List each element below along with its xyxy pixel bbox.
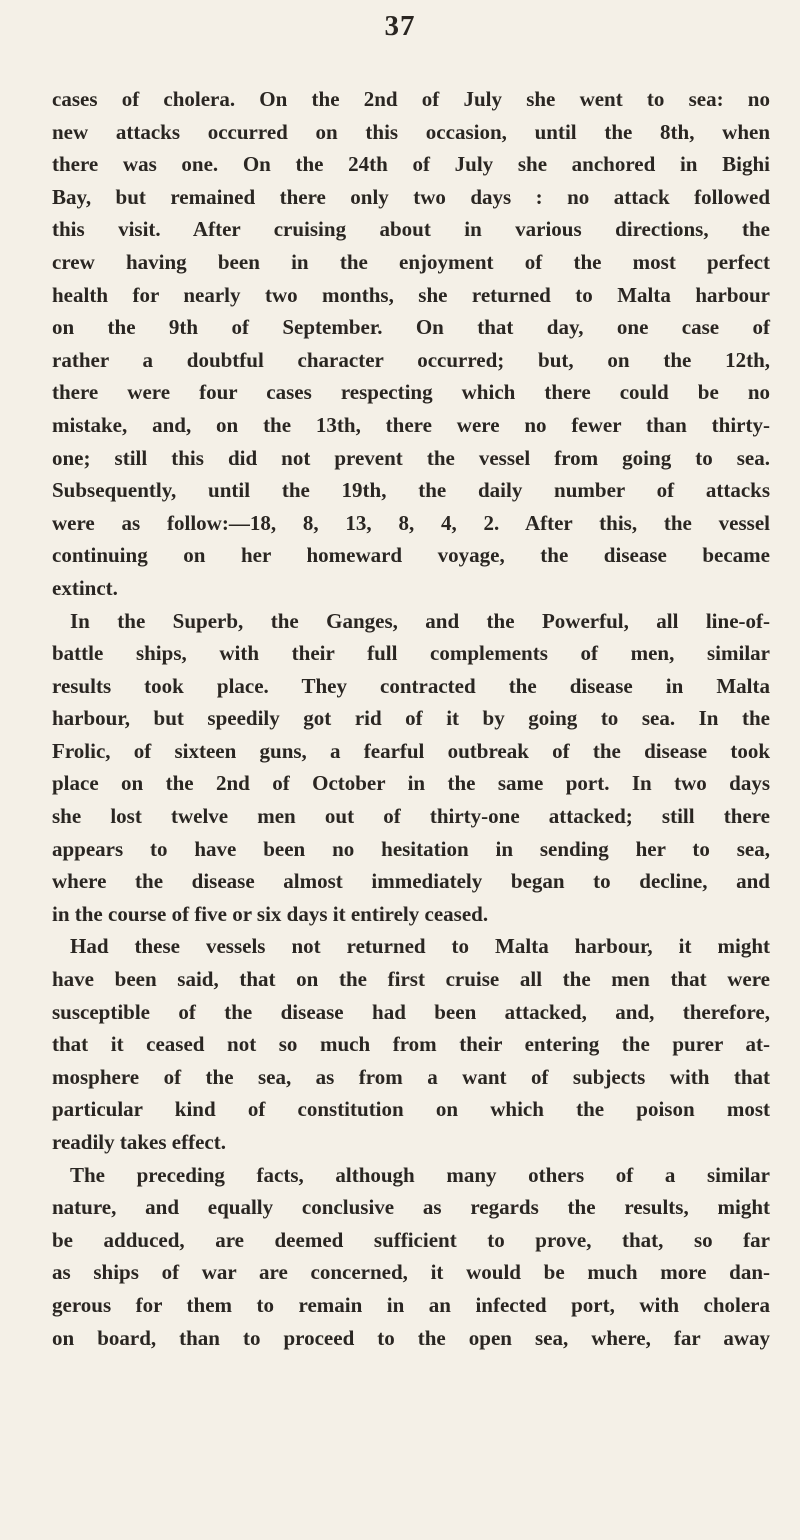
text-line: Bay, but remained there only two days : no attack followed xyxy=(52,184,770,209)
text-line: have been said, that on the first cruise all the men that were xyxy=(52,967,770,992)
text-line: Frolic, of sixteen guns, a fearful outbreak of the disease took xyxy=(52,738,770,763)
text-line: results took place. They contracted the disease in Malta xyxy=(52,673,770,698)
text-line: were as follow:—18, 8, 13, 8, 4, 2. After this, the vessel xyxy=(52,510,770,535)
text-line: as ships of war are concerned, it would be much more dan- xyxy=(52,1260,770,1285)
text-line: mistake, and, on the 13th, there were no fewer than thirty- xyxy=(52,412,770,437)
text-line: The preceding facts, although many others of a similar xyxy=(70,1162,770,1187)
text-line: in the course of five or six days it entirely ceased. xyxy=(52,901,489,926)
text-line: on the 9th of September. On that day, one case of xyxy=(52,315,770,340)
text-line: this visit. After cruising about in various directions, the xyxy=(52,217,770,242)
text-line: gerous for them to remain in an infected port, with cholera xyxy=(52,1292,770,1317)
text-line: cases of cholera. On the 2nd of July she went to sea: no xyxy=(52,87,770,111)
text-line: nature, and equally conclusive as regards the results, might xyxy=(52,1195,770,1220)
text-line: crew having been in the enjoyment of the most perfect xyxy=(52,249,770,274)
text-line: In the Superb, the Ganges, and the Powerful, all line-of- xyxy=(70,608,770,633)
text-line: mosphere of the sea, as from a want of subjects with that xyxy=(52,1064,770,1089)
body-text xyxy=(52,83,770,1354)
text-line: continuing on her homeward voyage, the disease became xyxy=(52,543,770,568)
text-line: she lost twelve men out of thirty-one attacked; still there xyxy=(52,804,770,829)
text-line: readily takes effect. xyxy=(52,1130,226,1154)
text-line: where the disease almost immediately began to decline, and xyxy=(52,869,770,894)
text-line: new attacks occurred on this occasion, until the 8th, when xyxy=(52,119,770,144)
text-line: harbour, but speedily got rid of it by going to sea. In the xyxy=(52,706,770,731)
text-line: that it ceased not so much from their entering the purer at- xyxy=(52,1032,770,1057)
text-line: Subsequently, until the 19th, the daily number of attacks xyxy=(52,478,770,503)
text-line: on board, than to proceed to the open sea, where, far away xyxy=(52,1325,770,1350)
text-line: health for nearly two months, she returned to Malta harbour xyxy=(52,282,770,307)
text-line: Had these vessels not returned to Malta harbour, it might xyxy=(70,934,770,959)
text-line: battle ships, with their full complements of men, similar xyxy=(52,641,770,666)
text-line: particular kind of constitution on which the poison most xyxy=(52,1097,770,1122)
text-line: one; still this did not prevent the vessel from going to sea. xyxy=(52,445,770,470)
text-line: susceptible of the disease had been attacked, and, therefore, xyxy=(52,999,770,1024)
text-line: rather a doubtful character occurred; but, on the 12th, xyxy=(52,347,770,372)
text-line: appears to have been no hesitation in sending her to sea, xyxy=(52,836,770,861)
text-line: be adduced, are deemed sufficient to prove, that, so far xyxy=(52,1227,770,1252)
text-line: extinct. xyxy=(52,575,118,600)
text-line: place on the 2nd of October in the same port. In two days xyxy=(52,771,770,796)
text-line: there was one. On the 24th of July she anchored in Bighi xyxy=(52,152,770,177)
text-line: there were four cases respecting which there could be no xyxy=(52,380,770,405)
page-number: 37 xyxy=(384,10,416,42)
